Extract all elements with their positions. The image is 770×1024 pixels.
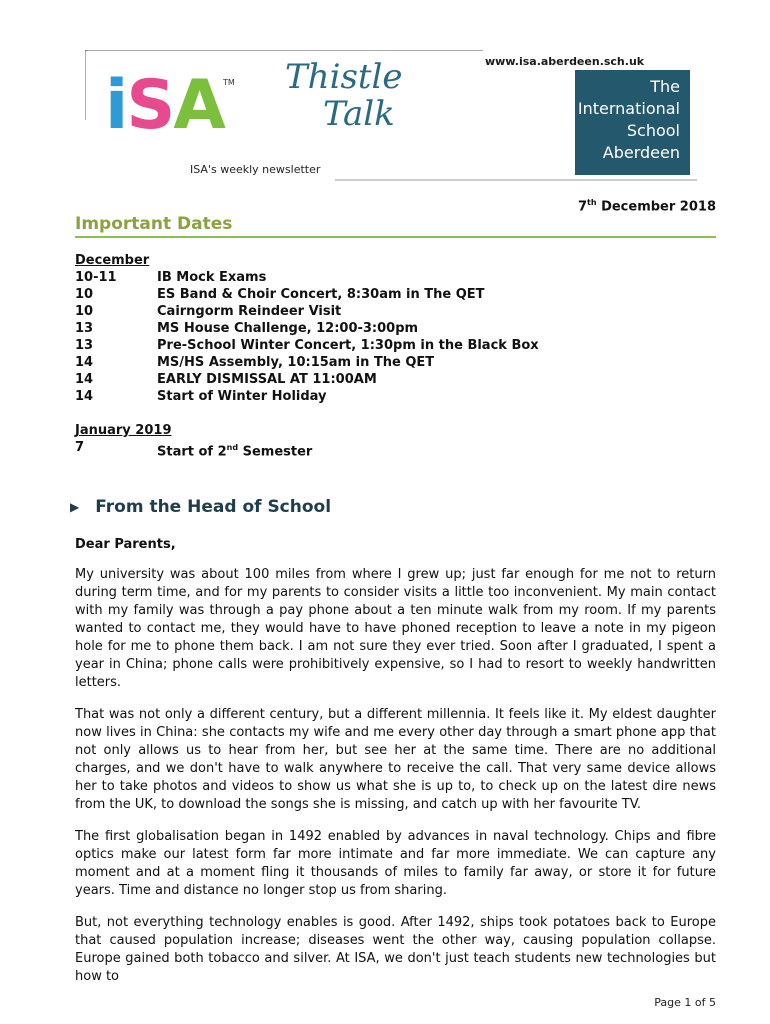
month-heading: December (75, 253, 150, 268)
trademark-mark: TM (223, 78, 235, 87)
isa-logo: iSA (105, 66, 224, 145)
school-name-line: Aberdeen (602, 143, 680, 162)
date-row: 10 ES Band & Choir Concert, 8:30am in The QET (75, 287, 485, 302)
date-row: 13 MS House Challenge, 12:00-3:00pm (75, 321, 419, 336)
brand-talk: Talk (323, 94, 395, 134)
head-of-school-title: From the Head of School (95, 497, 332, 517)
school-name-box (575, 70, 690, 175)
important-dates-title: Important Dates (75, 214, 233, 234)
date-row: 10 Cairngorm Reindeer Visit (75, 304, 342, 319)
newsletter-header (85, 50, 705, 182)
page-number: Page 1 of 5 (654, 996, 716, 1009)
head-of-school-letter (75, 536, 716, 1000)
school-name-line: School (626, 121, 680, 140)
play-arrow-icon: ▶ (70, 500, 80, 514)
letter-paragraph: But, not everything technology enables is good. After 1492, ships took potatoes back to Europe that caused population increase; diseases went the other way, causing population collapse. Europe gained both tobacco and silver. At ISA, we don't just teach students new technologies but how to (75, 915, 716, 984)
section-divider (75, 236, 716, 238)
newsletter-tagline: ISA's weekly newsletter (190, 163, 321, 176)
school-name-line: The (650, 77, 680, 96)
important-dates-list (75, 252, 539, 460)
date-row: 7 Start of 2nd Semester (75, 440, 313, 460)
date-row: 10-11 IB Mock Exams (75, 270, 267, 285)
date-row: 13 Pre-School Winter Concert, 1:30pm in the Black Box (75, 338, 539, 353)
letter-greeting: Dear Parents, (75, 537, 176, 552)
date-row: 14 MS/HS Assembly, 10:15am in The QET (75, 355, 435, 370)
school-url-link[interactable]: www.isa.aberdeen.sch.uk (485, 55, 645, 68)
school-name-line: International (577, 99, 680, 118)
month-heading: January 2019 (75, 423, 172, 438)
letter-paragraph: My university was about 100 miles from where I grew up; just far enough for me not to return during term time, and for my parents to consider visits a little too inconvenient. My main contact with my family was through a pay phone about a ten minute walk from my room. If my parents wanted to contact me, they would have to have phoned reception to leave a note in my pigeon hole for me to phone them back. I am not sure they ever tried. Soon after I graduated, I spent a year in China; phone calls were prohibitively expensive, so I had to resort to weekly handwritten letters. (75, 567, 716, 690)
head-of-school-heading (70, 497, 331, 517)
date-row: 14 EARLY DISMISSAL AT 11:00AM (75, 372, 377, 387)
issue-date: 7th December 2018 (577, 198, 716, 215)
brand-thistle: Thistle (285, 57, 403, 97)
letter-paragraph: The first globalisation began in 1492 enabled by advances in naval technology. Chips and fibre optics make our latest form far more intimate and far more immediate. We can capture any moment and at a moment fling it thousands of miles to family far away, or store it for future years. Time and distance no longer stop us from sharing. (75, 829, 716, 898)
date-row: 14 Start of Winter Holiday (75, 389, 327, 404)
letter-paragraph: That was not only a different century, but a different millennia. It feels like it. My eldest daughter now lives in China: she contacts my wife and me every other day through a smart phone app that not only allows us to hear from her, but see her at the same time. There are no additional charges, and we don't have to walk anywhere to receive the call. That very same device allows her to take photos and videos to show us what she is up to, to check up on the latest dire news from the UK, to download the songs she is missing, and catch up with her favourite TV. (75, 707, 716, 812)
